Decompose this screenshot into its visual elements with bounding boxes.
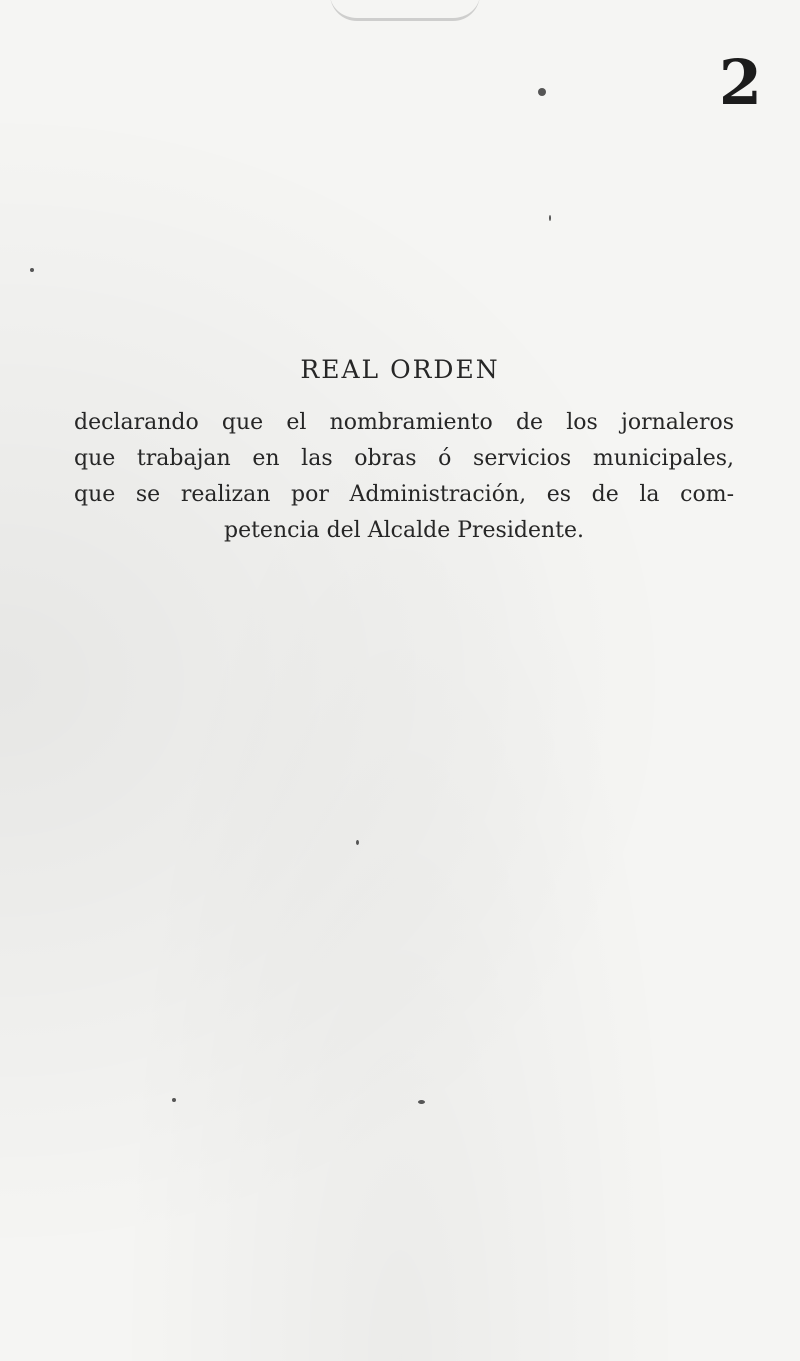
body-line: declarando que el nombramiento de los jornaleros [74, 410, 734, 435]
body-line: que se realizan por Administración, es de la com- [74, 482, 734, 507]
paper-speck [549, 215, 551, 221]
paper-speck [538, 88, 546, 96]
document-body [74, 405, 734, 549]
paper-speck [30, 268, 34, 272]
page-number: 2 [718, 46, 762, 119]
paper-speck [172, 1098, 176, 1102]
body-line: petencia del Alcalde Presidente. [223, 518, 584, 543]
page-top-marking [330, 0, 480, 21]
document-title: REAL ORDEN [300, 355, 500, 384]
paper-speck [356, 840, 359, 845]
body-line: que trabajan en las obras ó servicios municipales, [74, 446, 734, 471]
paper-speck [418, 1100, 425, 1104]
